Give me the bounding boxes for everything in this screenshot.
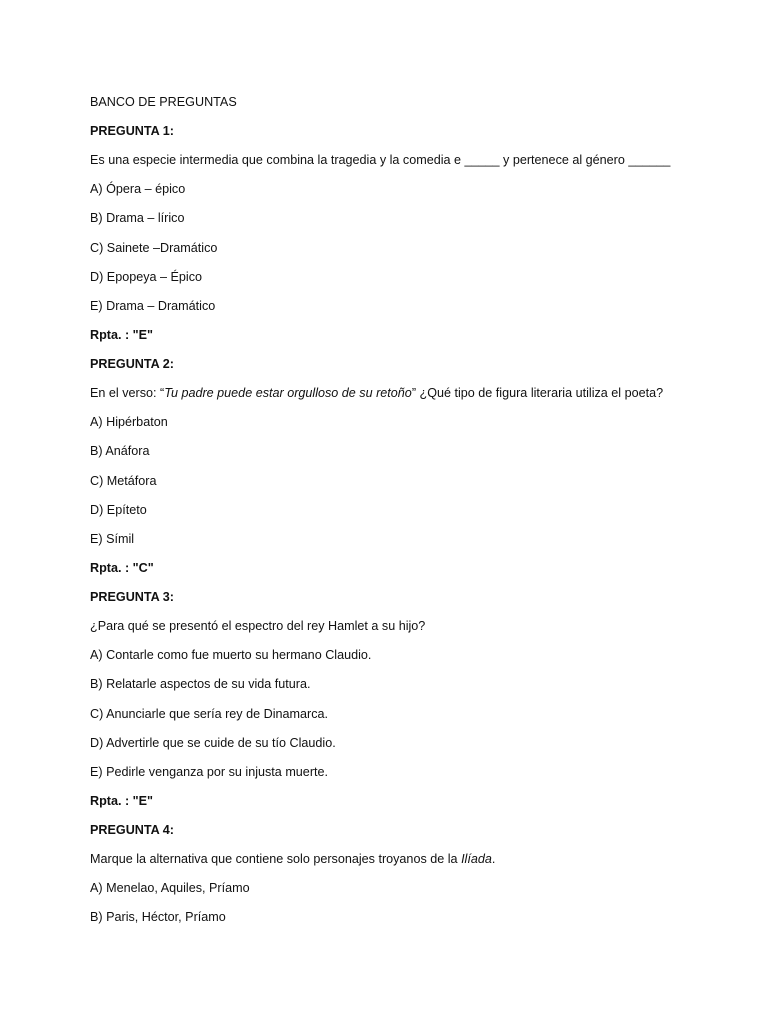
question-2-option-d: D) Epíteto: [90, 503, 147, 517]
question-4-option-b: B) Paris, Héctor, Príamo: [90, 910, 226, 924]
question-3-heading: PREGUNTA 3:: [90, 590, 174, 604]
question-3-stem: ¿Para qué se presentó el espectro del rey Hamlet a su hijo?: [90, 619, 426, 633]
document-title: BANCO DE PREGUNTAS: [90, 95, 237, 109]
question-4-stem: [90, 851, 495, 867]
question-1-option-c: C) Sainete –Dramático: [90, 241, 218, 255]
question-2-option-a: A) Hipérbaton: [90, 415, 168, 429]
question-3-answer: Rpta. : "E": [90, 794, 154, 808]
question-1-heading: PREGUNTA 1:: [90, 124, 174, 138]
question-4-stem-italic: Ilíada: [461, 852, 492, 866]
question-4-heading: PREGUNTA 4:: [90, 823, 174, 837]
question-4-stem-after: .: [491, 852, 496, 866]
question-2-stem-before: En el verso: “: [90, 386, 165, 400]
question-1-option-d: D) Epopeya – Épico: [90, 270, 203, 284]
question-3-option-b: B) Relatarle aspectos de su vida futura.: [90, 677, 311, 691]
question-2-option-e: E) Símil: [90, 532, 135, 546]
question-3-option-c: C) Anunciarle que sería rey de Dinamarca.: [90, 707, 328, 721]
question-3-option-a: A) Contarle como fue muerto su hermano Claudio.: [90, 648, 372, 662]
question-2-answer: Rpta. : "C": [90, 561, 154, 575]
question-3-option-e: E) Pedirle venganza por su injusta muerte.: [90, 765, 329, 779]
question-1-option-e: E) Drama – Dramático: [90, 299, 216, 313]
question-1-stem: Es una especie intermedia que combina la tragedia y la comedia e _____ y pertenece al género ______: [90, 153, 671, 167]
question-2-stem: [90, 385, 663, 401]
question-3-option-d: D) Advertirle que se cuide de su tío Claudio.: [90, 736, 336, 750]
question-2-stem-quote: Tu padre puede estar orgulloso de su retoño: [164, 386, 412, 400]
question-1-option-b: B) Drama – lírico: [90, 211, 185, 225]
question-4-stem-before: Marque la alternativa que contiene solo personajes troyanos de la: [90, 852, 462, 866]
question-2-option-b: B) Anáfora: [90, 444, 150, 458]
question-1-answer: Rpta. : "E": [90, 328, 154, 342]
question-4-option-a: A) Menelao, Aquiles, Príamo: [90, 881, 250, 895]
question-2-heading: PREGUNTA 2:: [90, 357, 174, 371]
question-2-stem-after: ” ¿Qué tipo de figura literaria utiliza el poeta?: [411, 386, 664, 400]
question-2-option-c: C) Metáfora: [90, 474, 157, 488]
question-1-option-a: A) Ópera – épico: [90, 182, 186, 196]
